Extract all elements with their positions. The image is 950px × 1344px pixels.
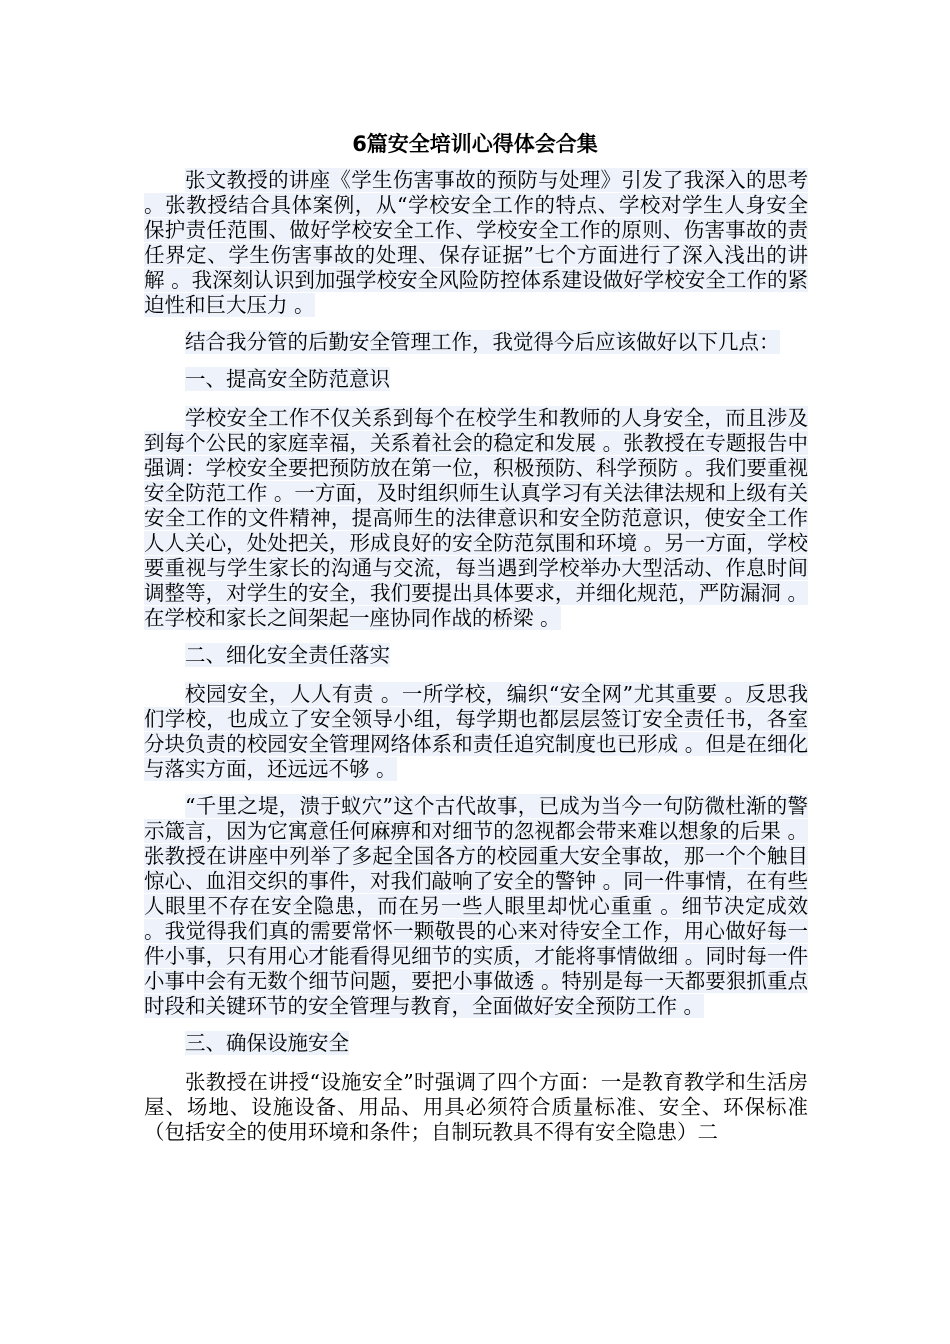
paragraph-text: 学校安全工作不仅关系到每个在校学生和教师的人身安全，而且涉及到每个公民的家庭幸福，关系着社会的稳定和发展 。张教授在专题报告中强调：学校安全要把预防放在第一位，积极预防、科学预防 。我们要重视安全防范工作 。一方面，及时组织师生认真学习有关法律法规和上级有关安全工作的文件精神，提高师生的法律意识和安全防范意识，使安全工作人人关心，处处把关，形成良好的安全防范氛围和环境 。另一方面，学校要重视与学生家长的沟通与交流，每当遇到学校举办大型活动、作息时间调整等，对学生的安全，我们要提出具体要求，并细化规范，严防漏洞 。在学校和家长之间架起一座协同作战的桥梁 。: [144, 406, 808, 630]
paragraph-lead-in: [144, 330, 808, 355]
paragraph-text: 张教授在讲授“设施安全”时强调了四个方面：一是教育教学和生活房屋、场地、设施设备、用品、用具必须符合质量标准、安全、环保标准（包括安全的使用环境和条件；自制玩教具不得有安全隐患）二: [144, 1070, 808, 1144]
paragraph-text: 张文教授的讲座《学生伤害事故的预防与处理》引发了我深入的思考 。张教授结合具体案例，从“学校安全工作的特点、学校对学生人身安全保护责任范围、做好学校安全工作、学校安全工作的原则、伤害事故的责任界定、学生伤害事故的处理、保存证据”七个方面进行了深入浅出的讲解 。我深刻认识到加强学校安全风险防控体系建设做好学校安全工作的紧迫性和巨大压力 。: [144, 168, 808, 317]
paragraph-section-1: [144, 406, 808, 631]
paragraph-text: 校园安全，人人有责 。一所学校，编织“安全网”尤其重要 。反思我们学校，也成立了安全领导小组，每学期也都层层签订安全责任书，各室分块负责的校园安全管理网络体系和责任追究制度也已形成 。但是在细化与落实方面，还远远不够 。: [144, 682, 808, 781]
paragraph-text: “千里之堤，溃于蚁穴”这个古代故事，已成为当今一句防微杜渐的警示箴言，因为它寓意任何麻痹和对细节的忽视都会带来难以想象的后果 。张教授在讲座中列举了多起全国各方的校园重大安全事故，那一个个触目惊心、血泪交织的事件，对我们敲响了安全的警钟 。同一件事情，在有些人眼里不存在安全隐患，而在另一些人眼里却忧心重重 。细节决定成效 。我觉得我们真的需要常怀一颗敬畏的心来对待安全工作，用心做好每一件小事，只有用心才能看得见细节的实质，才能将事情做细 。同时每一件小事中会有无数个细节问题，要把小事做透 。特别是每一天都要狠抓重点时段和关键环节的安全管理与教育，全面做好安全预防工作 。: [144, 794, 808, 1018]
paragraph-section-2a: [144, 682, 808, 782]
section-heading-3: [144, 1031, 808, 1056]
heading-text: 二、细化安全责任落实: [185, 643, 390, 667]
section-heading-1: [144, 367, 808, 392]
document-title: 6篇安全培训心得体会合集: [352, 132, 598, 156]
document-body: [144, 168, 808, 1157]
paragraph-section-3: [144, 1070, 808, 1145]
paragraph-section-2b: [144, 794, 808, 1019]
paragraph-text: 结合我分管的后勤安全管理工作，我觉得今后应该做好以下几点：: [185, 330, 780, 354]
heading-text: 一、提高安全防范意识: [185, 367, 390, 391]
section-heading-2: [144, 643, 808, 668]
heading-text: 三、确保设施安全: [185, 1031, 349, 1055]
paragraph-intro: [144, 168, 808, 318]
